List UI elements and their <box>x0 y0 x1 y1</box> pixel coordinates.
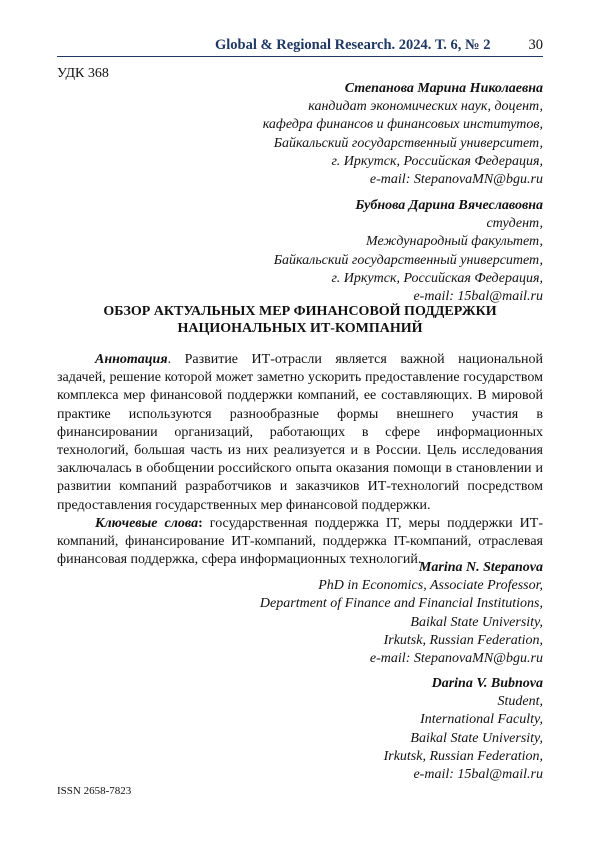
author-position: Student, <box>200 693 543 711</box>
author-name: Бубнова Дарина Вячеславовна <box>200 197 543 215</box>
issn-footer: ISSN 2658-7823 <box>57 785 131 797</box>
author-degree: PhD in Economics, Associate Professor, <box>200 577 543 595</box>
author-department: кафедра финансов и финансовых институтов, <box>200 116 543 134</box>
title-line: ОБЗОР АКТУАЛЬНЫХ МЕР ФИНАНСОВОЙ ПОДДЕРЖКИ <box>57 303 543 320</box>
author-university: Байкальский государственный университет, <box>200 252 543 270</box>
author-email: e-mail: 15bal@mail.ru <box>200 288 543 306</box>
author-position: студент, <box>200 215 543 233</box>
keywords-colon: : <box>198 516 203 531</box>
author-name: Степанова Марина Николаевна <box>200 80 543 98</box>
author-location: Irkutsk, Russian Federation, <box>200 748 543 766</box>
author-en-1 <box>200 559 543 668</box>
abstract-text: . Развитие ИТ-отрасли является важной национальной задачей, решение которой может заметно ускорить предоставление государством комплекса мер финансовой поддержки компаний, ее составляющих. В мировой практике используются разнообразные формы внешнего участия в финансировании организаций, работающих в сфере информационных технологий, большая часть из них реализуется и в России. Цель исследования заключалась в обобщении российского опыта оказания помощи в становлении и развитии компаний разработчиков и заказчиков ИТ-технологий посредством предоставления государственных мер финансовой поддержки. <box>57 352 543 513</box>
author-ru-2 <box>200 197 543 306</box>
author-degree: кандидат экономических наук, доцент, <box>200 98 543 116</box>
author-location: Irkutsk, Russian Federation, <box>200 632 543 650</box>
author-name: Marina N. Stepanova <box>200 559 543 577</box>
author-university: Baikal State University, <box>200 614 543 632</box>
author-email: e-mail: StepanovaMN@bgu.ru <box>200 171 543 189</box>
author-university: Байкальский государственный университет, <box>200 135 543 153</box>
article-title <box>57 303 543 337</box>
author-department: Department of Finance and Financial Institutions, <box>200 595 543 613</box>
author-location: г. Иркутск, Российская Федерация, <box>200 153 543 171</box>
author-en-2 <box>200 675 543 784</box>
author-name: Darina V. Bubnova <box>200 675 543 693</box>
title-line: НАЦИОНАЛЬНЫХ ИТ-КОМПАНИЙ <box>57 320 543 337</box>
keywords-text: государственная поддержка IT, меры поддержки ИТ-компаний, финансирование ИТ-компаний, поддержка IT-компаний, отраслевая финансовая поддержка, сфера информационных технологий. <box>57 516 543 567</box>
author-university: Baikal State University, <box>200 730 543 748</box>
abstract-label: Аннотация <box>95 352 168 367</box>
keywords-label: Ключевые слова <box>95 516 198 531</box>
author-faculty: Международный факультет, <box>200 233 543 251</box>
udc-code: УДК 368 <box>57 66 109 82</box>
running-header <box>57 34 543 57</box>
author-email: e-mail: StepanovaMN@bgu.ru <box>200 650 543 668</box>
author-faculty: International Faculty, <box>200 711 543 729</box>
abstract-paragraph <box>57 351 543 515</box>
journal-title: Global & Regional Research. 2024. Т. 6, № 2 <box>215 37 490 54</box>
author-ru-1 <box>200 80 543 189</box>
abstract-section <box>57 351 543 569</box>
author-location: г. Иркутск, Российская Федерация, <box>200 270 543 288</box>
author-email: e-mail: 15bal@mail.ru <box>200 766 543 784</box>
page-number: 30 <box>529 37 544 54</box>
